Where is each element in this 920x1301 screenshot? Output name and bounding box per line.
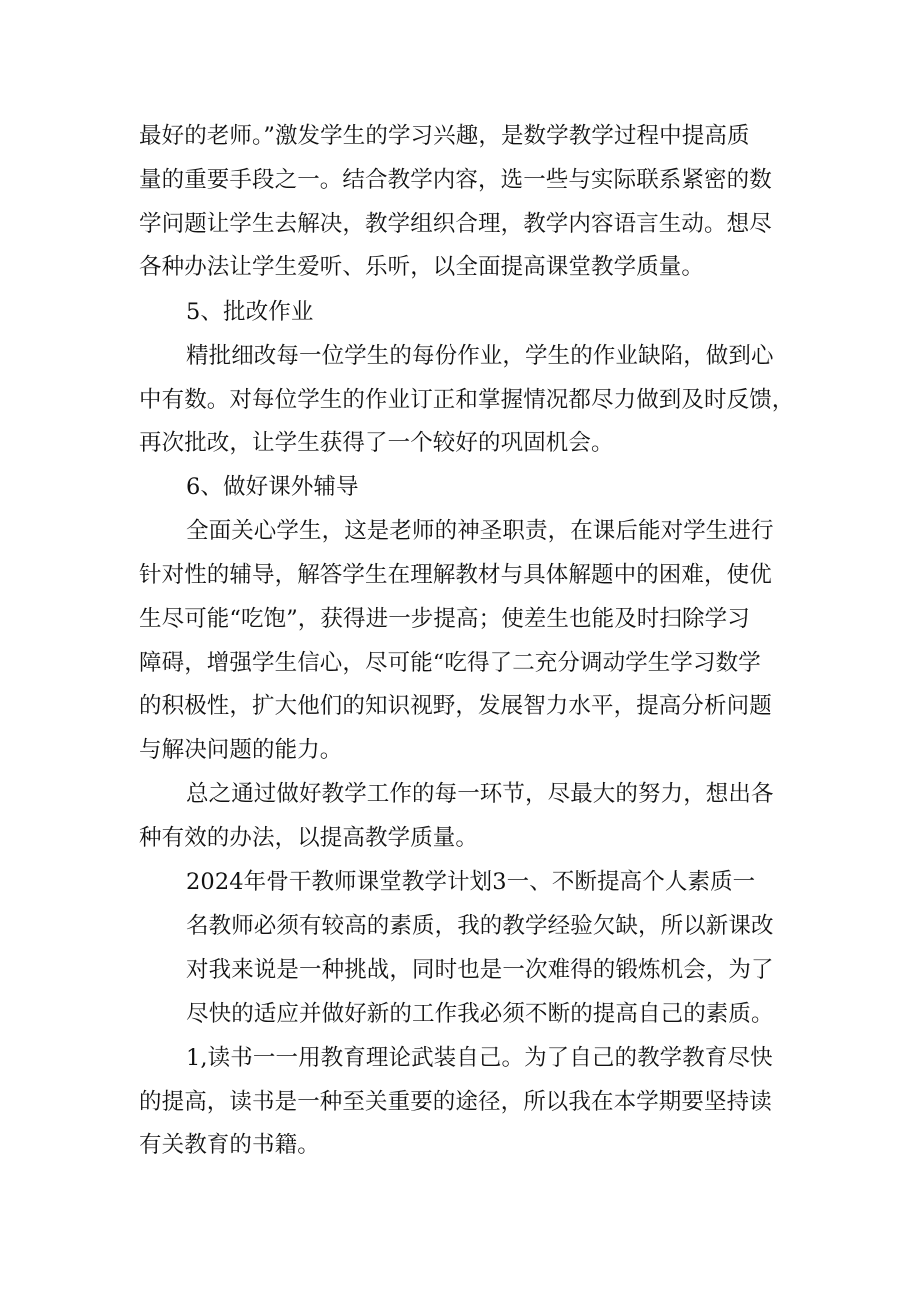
paragraph-line: 的积极性，扩大他们的知识视野，发展智力水平，提高分析问题 [139, 693, 772, 719]
paragraph-line: 名教师必须有较高的素质，我的教学经验欠缺，所以新课改 [186, 913, 774, 939]
paragraph-line: 对我来说是一种挑战，同时也是一次难得的锻炼机会，为了 [186, 957, 774, 983]
paragraph-line: 有关教育的书籍。 [139, 1132, 320, 1158]
paragraph-line: 尽快的适应并做好新的工作我必须不断的提高自己的素质。 [186, 1001, 774, 1027]
paragraph-line: 障碍，增强学生信心，尽可能“吃得了二充分调动学生学习数学 [139, 650, 761, 676]
section-heading: 5、批改作业 [186, 299, 314, 325]
paragraph-line: 针对性的辅导，解答学生在理解教材与具体解题中的困难，使优 [139, 562, 772, 588]
paragraph-line: 生尽可能“吃饱”，获得进一步提高；使差生也能及时扫除学习 [139, 606, 750, 632]
paragraph-line: 各种办法让学生爱听、乐听，以全面提高课堂教学质量。 [139, 254, 705, 280]
paragraph-line: 种有效的办法，以提高教学质量。 [139, 825, 479, 851]
paragraph-line: 中有数。对每位学生的作业订正和掌握情况都尽力做到及时反馈， [139, 387, 795, 413]
paragraph-line: 最好的老师。”激发学生的学习兴趣，是数学教学过程中提高质 [139, 123, 750, 149]
section-heading: 6、做好课外辅导 [186, 474, 359, 500]
paragraph-line: 量的重要手段之一。结合教学内容，选一些与实际联系紧密的数 [139, 167, 772, 193]
paragraph-line: 2024年骨干教师课堂教学计划3一、不断提高个人素质一 [186, 869, 756, 895]
paragraph-line: 学问题让学生去解决，教学组织合理，教学内容语言生动。想尽 [139, 211, 772, 237]
paragraph-line: 全面关心学生，这是老师的神圣职责，在课后能对学生进行 [186, 518, 774, 544]
paragraph-line: 的提高，读书是一种至关重要的途径，所以我在本学期要坚持读 [139, 1089, 772, 1115]
paragraph-line: 与解决问题的能力。 [139, 737, 343, 763]
paragraph-line: 1,读书一一用教育理论武装自己。为了自己的教学教育尽快 [186, 1045, 773, 1071]
paragraph-line: 再次批改，让学生获得了一个较好的巩固机会。 [139, 430, 614, 456]
paragraph-line: 精批细改每一位学生的每份作业，学生的作业缺陷，做到心 [186, 343, 774, 369]
paragraph-line: 总之通过做好教学工作的每一环节，尽最大的努力，想出各 [186, 781, 774, 807]
